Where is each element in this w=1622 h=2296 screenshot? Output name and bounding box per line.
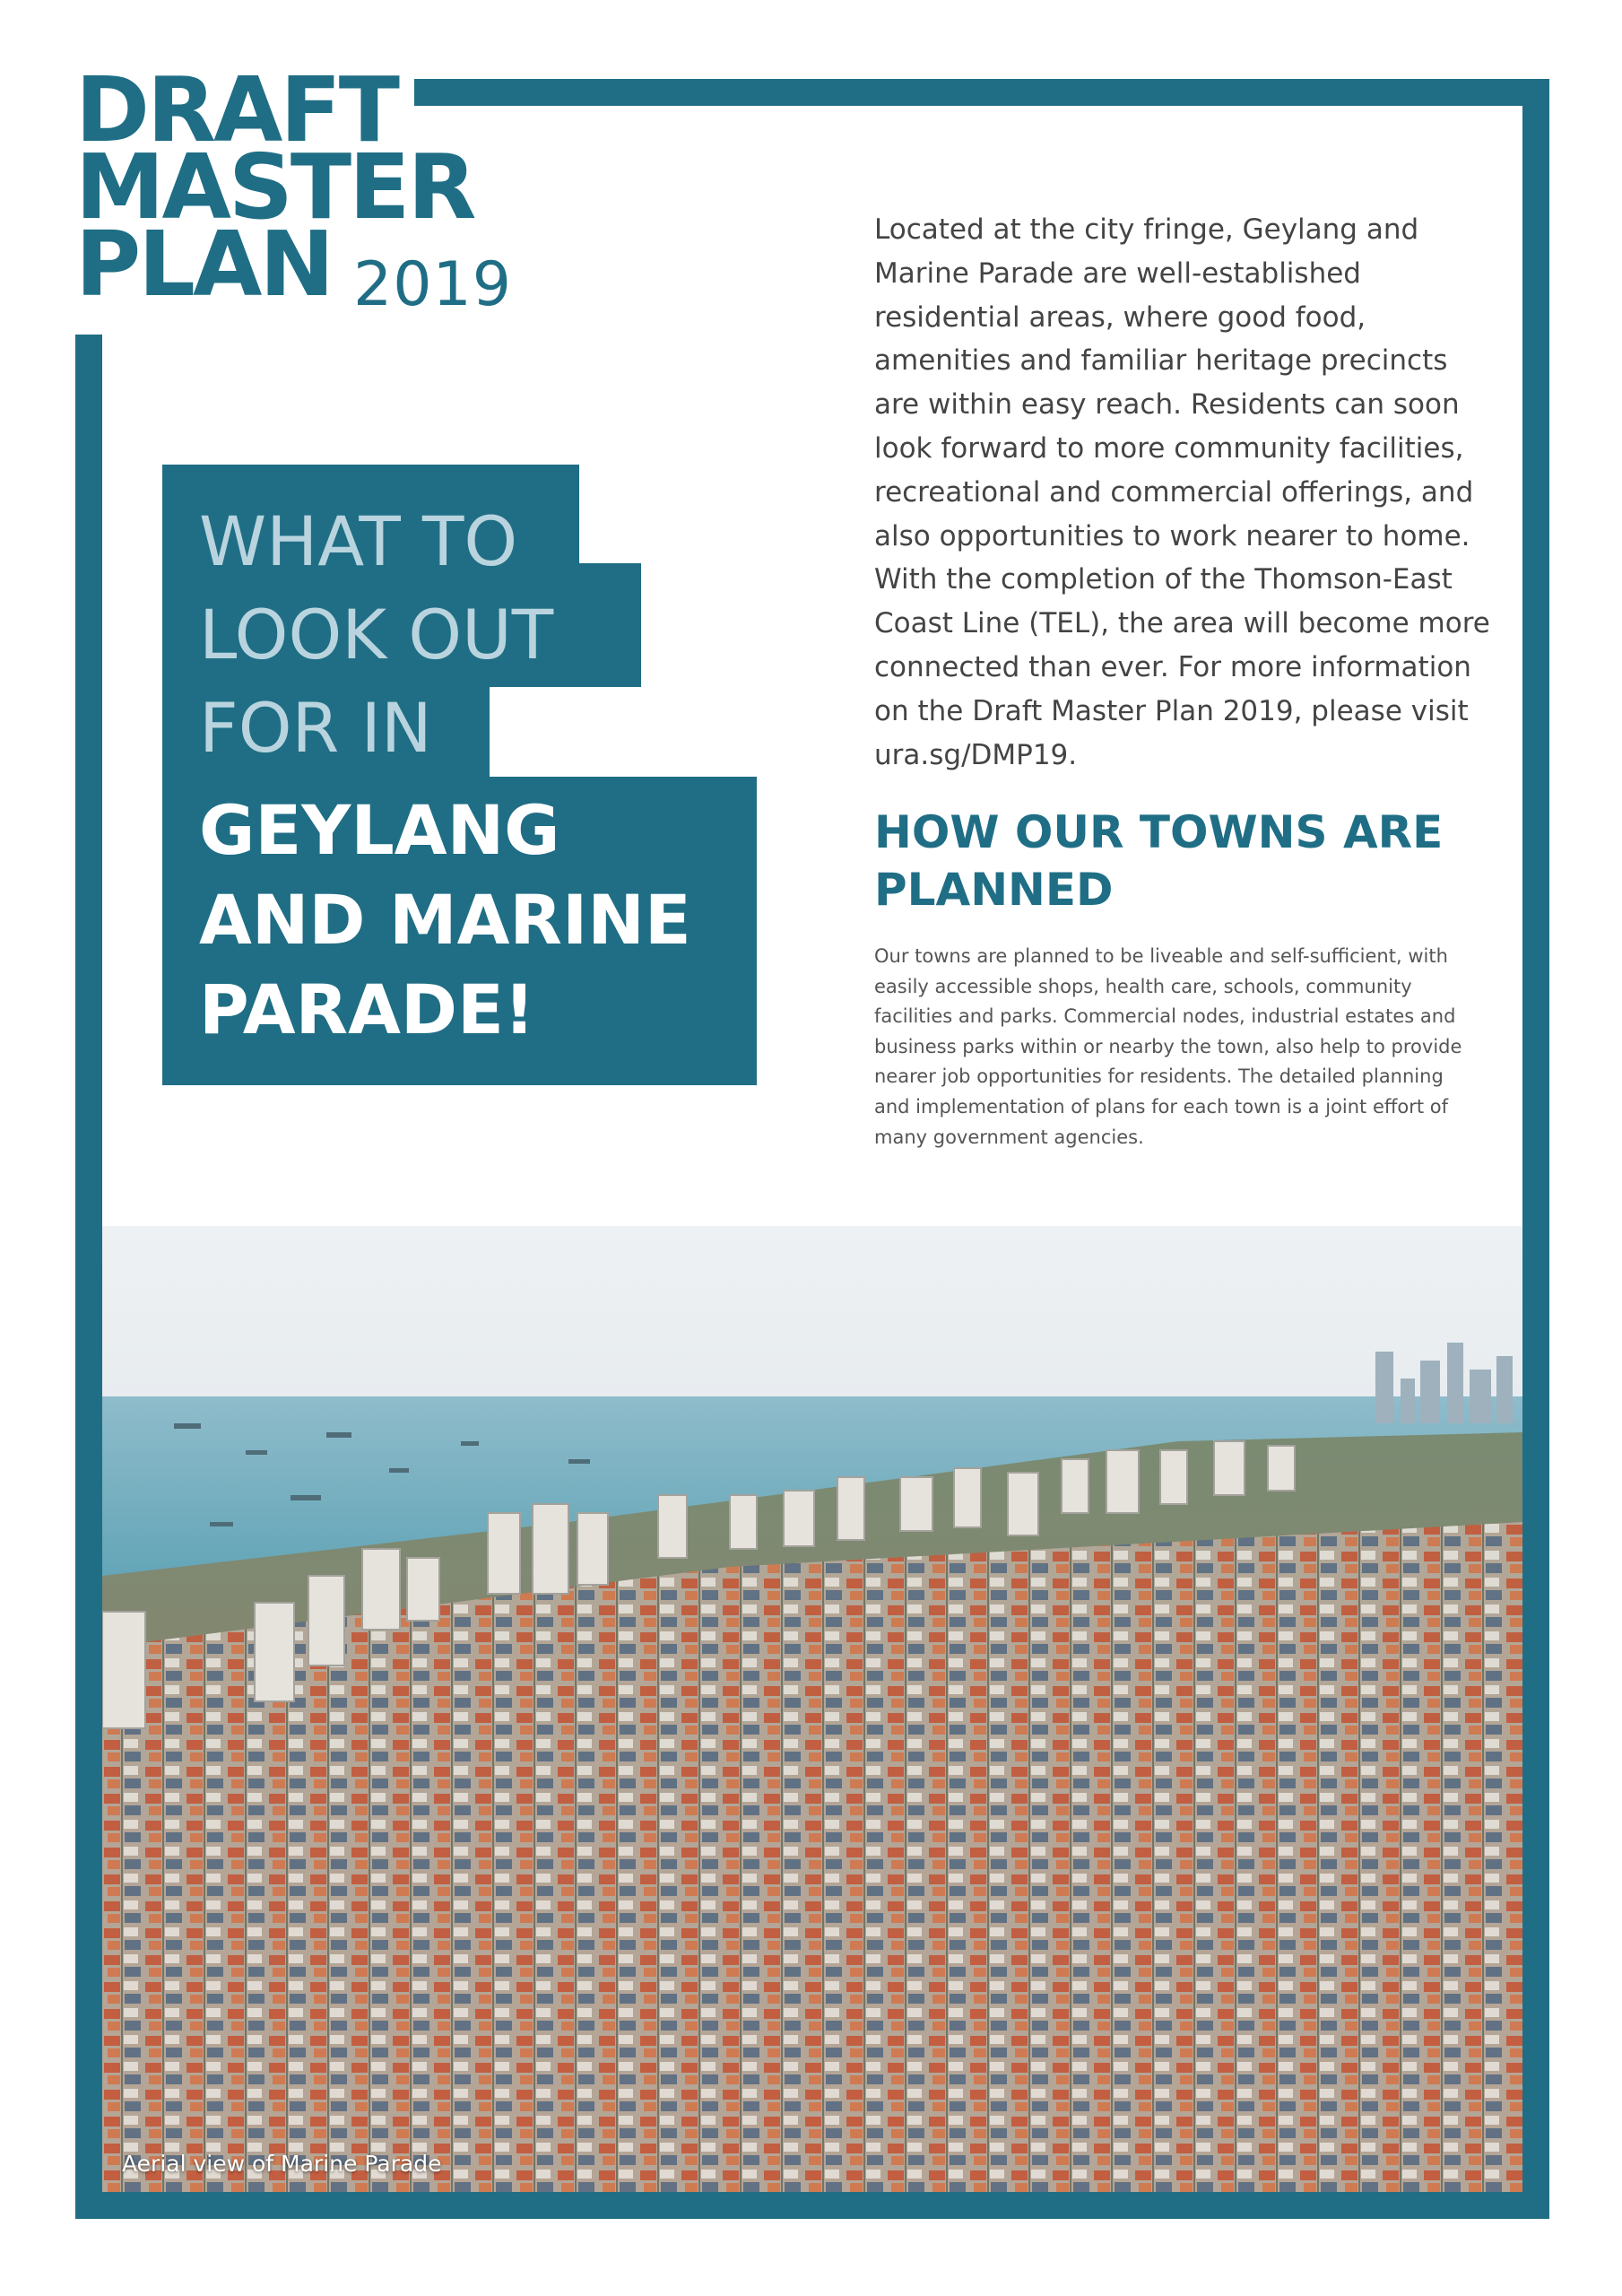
aerial-photo-illustration <box>102 1226 1522 2192</box>
headline-line-geylang: GEYLANG <box>199 790 560 870</box>
headline-line-what-to: WHAT TO <box>199 501 518 581</box>
intro-paragraph: Located at the city fringe, Geylang and Marine Parade are well-established residential areas, where good food, amenities and familiar heritage precincts are within easy reach. Residents can soon look forward to more community facilities, recreational and commercial offerings, and also opportunities to work nearer to home. With the completion of the Thomson-East Coast Line (TEL), the area will become more connected than ever. For more information on the Draft Master Plan 2019, please visit ura.sg/DMP19. <box>874 213 1490 771</box>
logo-line-master: MASTER <box>75 135 474 239</box>
section-body: Our towns are planned to be liveable and self-sufficient, with easily accessible shops, health care, schools, community facilities and parks. Commercial nodes, industrial estates and business parks within or nearby the town, also help to provide nearer job opportunities for residents. The detailed planning and implementation of plans for each town is a joint effort of many government agencies. <box>874 945 1462 1148</box>
frame-bottom-border <box>75 2192 1549 2219</box>
headline-line-look-out: LOOK OUT <box>199 595 554 674</box>
frame-right-border <box>1522 79 1549 2219</box>
headline-line-and-marine: AND MARINE <box>199 880 691 960</box>
section-title: HOW OUR TOWNS ARE PLANNED <box>874 806 1444 916</box>
draft-master-plan-logo <box>75 57 513 320</box>
frame-left-border <box>75 335 102 2219</box>
headline-line-for-in: FOR IN <box>199 688 432 768</box>
logo-line-draft: DRAFT <box>75 57 397 162</box>
aerial-photo <box>102 1226 1522 2192</box>
logo-line-plan: PLAN <box>75 212 333 317</box>
logo-year: 2019 <box>353 249 513 320</box>
frame-top-border <box>414 79 1549 106</box>
headline-line-parade: PARADE! <box>199 970 535 1049</box>
photo-caption: Aerial view of Marine Parade <box>122 2151 442 2177</box>
